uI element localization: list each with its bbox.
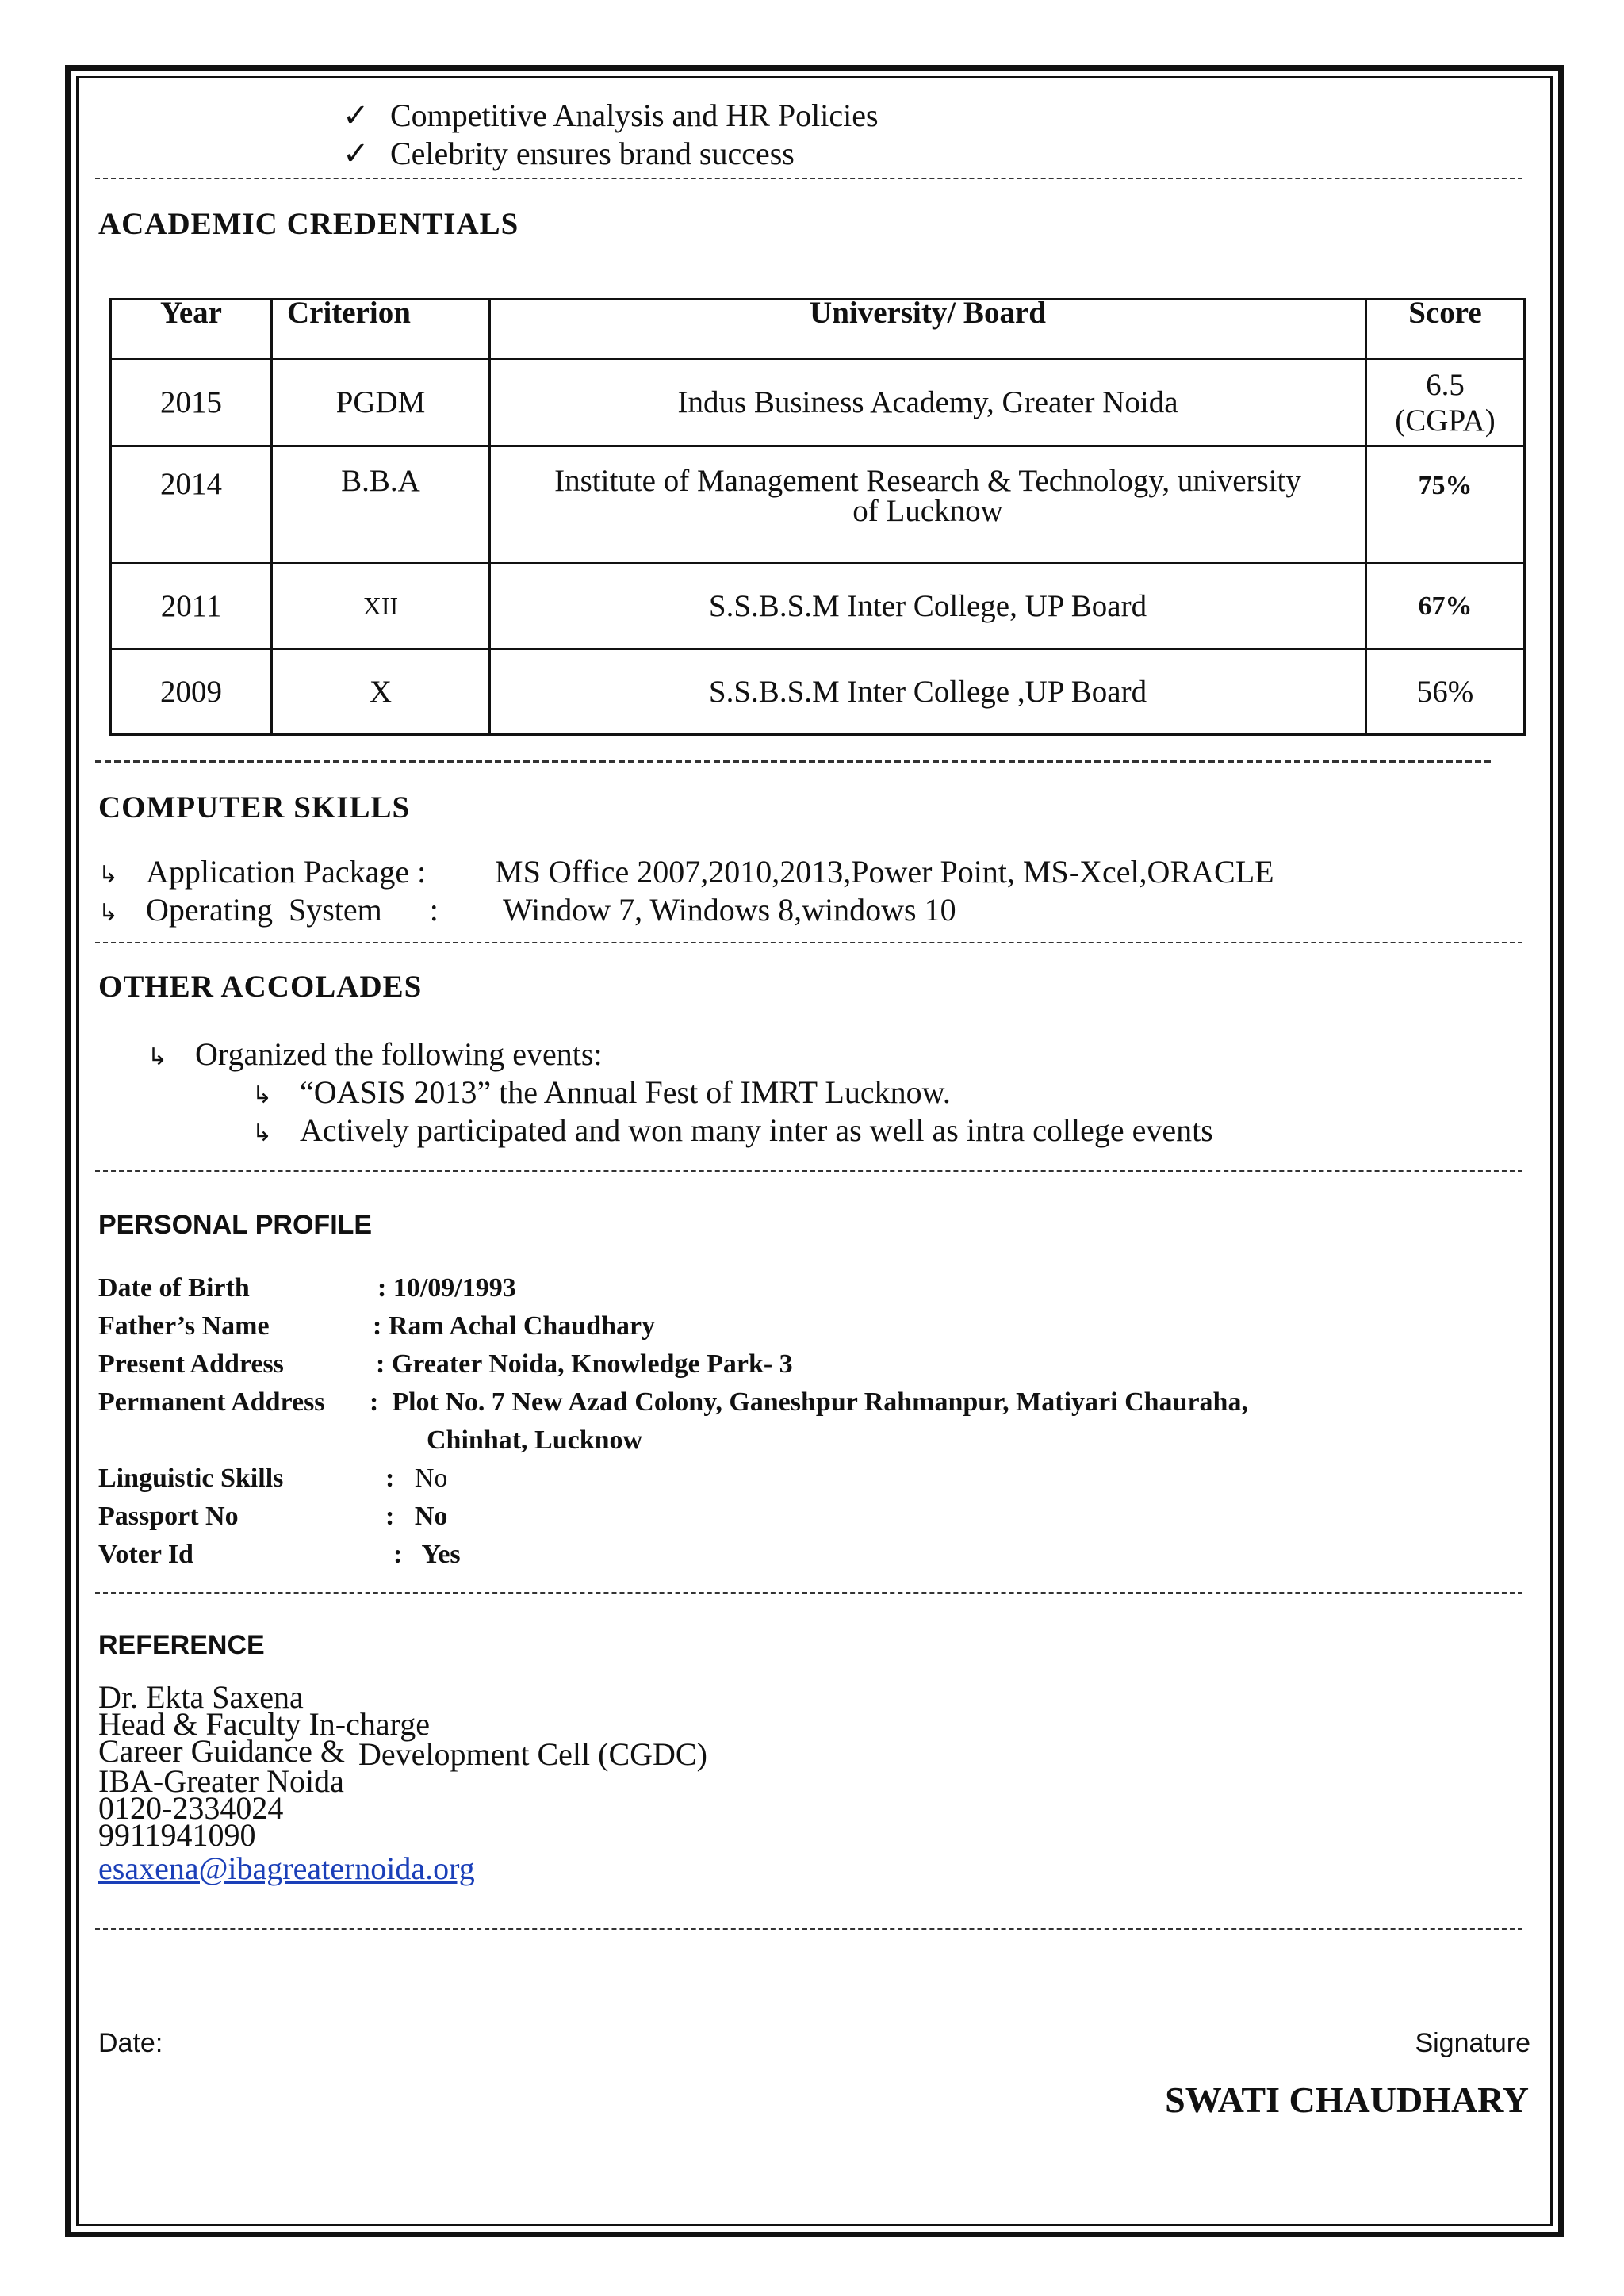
highlight-item: ✓ Competitive Analysis and HR Policies [343,98,879,133]
checkmark-icon: ✓ [343,98,370,133]
profile-field-label: Linguistic Skills [98,1464,284,1493]
hook-arrow-icon: ↳ [252,1082,273,1108]
candidate-name: SWATI CHAUDHARY [1165,2080,1529,2120]
table-header-row [111,300,1525,359]
cell-board: Indus Business Academy, Greater Noida [490,359,1366,446]
cell-year: 2015 [111,359,272,446]
profile-field-value: : 10/09/1993 [377,1273,516,1303]
section-title-academic: ACADEMIC CREDENTIALS [98,207,519,241]
cell-board: S.S.B.S.M Inter College ,UP Board [490,649,1366,735]
table-row [111,446,1525,564]
cell-criterion: X [272,649,490,735]
reference-email-link[interactable]: esaxena@ibagreaternoida.org [98,1850,475,1886]
reference-line: Development Cell (CGDC) [358,1736,707,1772]
profile-field-value-continued: Chinhat, Lucknow [427,1425,643,1455]
cell-year: 2014 [111,446,272,564]
accolade-item: ↳ “OASIS 2013” the Annual Fest of IMRT Lucknow. [252,1074,951,1110]
hook-arrow-icon: ↳ [147,1044,168,1070]
cell-score: 75% [1366,446,1525,564]
hook-arrow-icon: ↳ [252,1120,273,1146]
accolade-item: ↳ Actively participated and won many inter as well as intra college events [252,1112,1213,1148]
profile-field-value: : No [385,1464,448,1493]
cell-board-line: of Lucknow [852,494,1003,528]
hook-arrow-icon: ↳ [98,862,119,888]
reference-line: 0120-2334024 [98,1790,284,1826]
reference-line: Dr. Ekta Saxena [98,1679,304,1715]
profile-field-label: Father’s Name [98,1311,270,1341]
profile-field-label: Present Address [98,1349,284,1379]
section-divider [95,760,1491,763]
reference-line: Head & Faculty In-charge [98,1706,430,1742]
profile-field-value: : No [385,1502,448,1531]
highlight-item: ✓ Celebrity ensures brand success [343,136,795,171]
cell-board: S.S.B.S.M Inter College, UP Board [490,564,1366,649]
table-row [111,649,1525,735]
section-divider [95,1928,1522,1930]
section-divider [95,178,1522,179]
section-title-reference: REFERENCE [98,1630,265,1660]
section-divider [95,1170,1522,1172]
profile-field-value: : Plot No. 7 New Azad Colony, Ganeshpur Rahmanpur, Matiyari Chauraha, [370,1387,1248,1417]
section-title-profile: PERSONAL PROFILE [98,1210,373,1240]
section-title-computer-skills: COMPUTER SKILLS [98,790,411,825]
section-title-accolades: OTHER ACCOLADES [98,970,423,1004]
reference-line: 9911941090 [98,1817,256,1853]
section-divider [95,1592,1522,1594]
reference-line: Career Guidance & [98,1733,345,1769]
table-row [111,359,1525,446]
profile-field-label: Passport No [98,1502,239,1531]
date-label: Date: [98,2028,163,2058]
accolade-lead: ↳ Organized the following events: [147,1036,603,1072]
cell-board [490,446,1366,564]
section-divider [95,942,1522,943]
table-row [111,564,1525,649]
cell-criterion: PGDM [272,359,490,446]
signature-label: Signature [1415,2028,1530,2058]
column-header: Score [1366,300,1525,359]
hook-arrow-icon: ↳ [98,900,119,926]
academic-table [109,298,1526,736]
cell-score: 56% [1366,649,1525,735]
skill-row: ↳ Operating System : Window 7, Windows 8,windows 10 [98,892,956,928]
checkmark-icon: ✓ [343,136,370,171]
cell-board-line: Institute of Management Research & Technology, university [554,464,1301,498]
column-header: Criterion [272,300,490,359]
column-header: University/ Board [490,300,1366,359]
cell-criterion: XII [272,564,490,649]
profile-field-value: : Greater Noida, Knowledge Park- 3 [376,1349,793,1379]
profile-field-value: : Yes [393,1540,461,1569]
cell-year: 2009 [111,649,272,735]
profile-field-label: Permanent Address [98,1387,325,1417]
column-header: Year [111,300,272,359]
cell-year: 2011 [111,564,272,649]
skill-row: ↳ Application Package : MS Office 2007,2010,2013,Power Point, MS-Xcel,ORACLE [98,854,1274,890]
profile-field-label: Voter Id [98,1540,193,1569]
cell-score: 6.5 (CGPA) [1366,359,1525,446]
profile-field-value: : Ram Achal Chaudhary [373,1311,656,1341]
reference-line: IBA-Greater Noida [98,1763,344,1799]
cell-score: 67% [1366,564,1525,649]
profile-field-label: Date of Birth [98,1273,250,1303]
cell-criterion: B.B.A [272,446,490,564]
